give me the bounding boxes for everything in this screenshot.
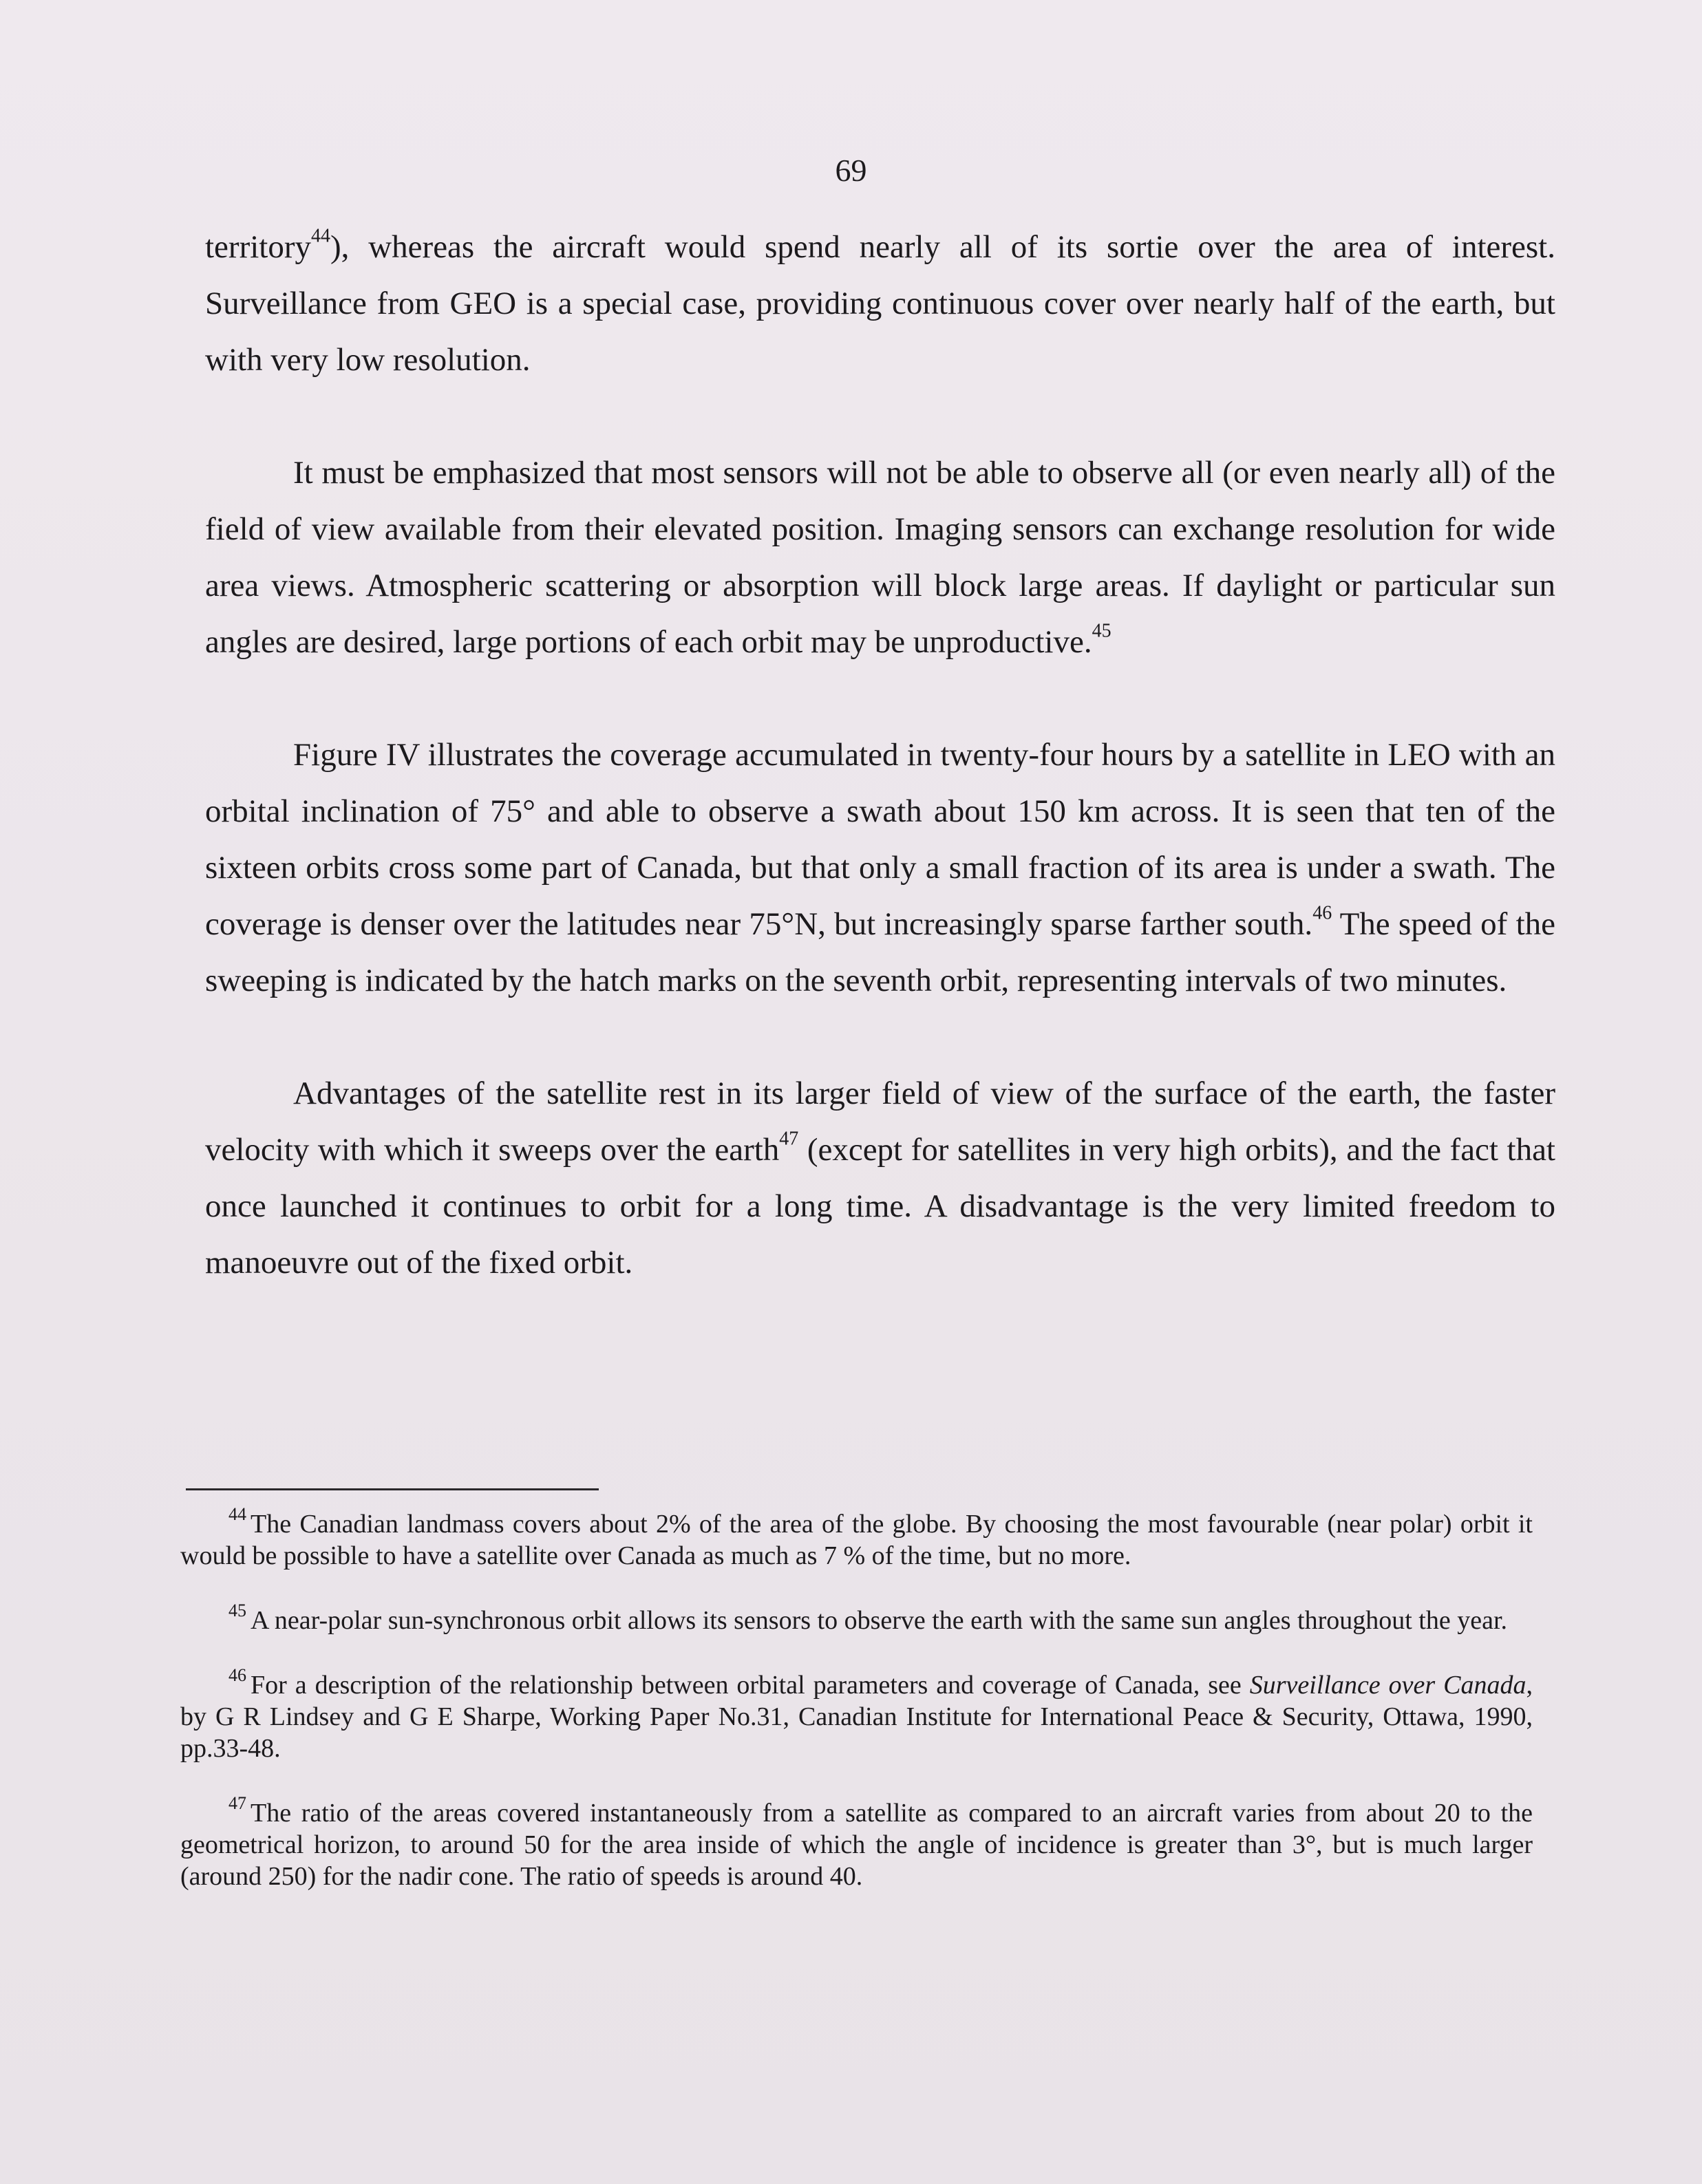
footnote-mark-47: 47 <box>228 1792 246 1813</box>
paragraph-3-text-a: Figure IV illustrates the coverage accumulated in twenty-four hours by a satellite in LEO with an orbital inclination of 75° and able to observe a swath about 150 km across. It is seen that ten of the sixteen orbits cross some part of Canada, but that only a small fraction of its area is under a swath. The coverage is denser over the latitudes near 75°N, but increasingly sparse farther south. <box>205 737 1555 942</box>
footnotes <box>180 1503 1533 1925</box>
footnote-text-45: A near-polar sun-synchronous orbit allows its sensors to observe the earth with the same sun angles throughout the year. <box>251 1606 1508 1635</box>
footnote-44 <box>180 1503 1533 1572</box>
paragraph-1-text-b: ), whereas the aircraft would spend nearly all of its sortie over the area of interest. Surveillance from GEO is a special case, providing continuous cover over nearly half of the earth, but with very low resolution. <box>205 229 1555 378</box>
footnote-text-46-a: For a description of the relationship between orbital parameters and coverage of Canada, see <box>251 1671 1250 1700</box>
footnote-ref-46: 46 <box>1312 902 1332 924</box>
footnote-ref-44: 44 <box>311 225 330 247</box>
paragraph-1-text-a: territory <box>205 229 311 265</box>
paragraph-1 <box>205 219 1555 388</box>
footnote-text-47: The ratio of the areas covered instantaneously from a satellite as compared to an aircraft varies from about 20 to the geometrical horizon, to around 50 for the area inside of which the angle of incidence is greater than 3°, but is much larger (around 250) for the nadir cone. The ratio of speeds is around 40. <box>180 1799 1533 1891</box>
paragraph-4 <box>205 1065 1555 1291</box>
footnote-mark-44: 44 <box>228 1503 246 1524</box>
footnote-text-46-b: , by G R Lindsey and G E Sharpe, Working Paper No.31, Canadian Institute for International Peace & Security, Ottawa, 1990, pp.33-48. <box>180 1671 1533 1763</box>
footnote-46-cited-title: Surveillance over Canada <box>1249 1671 1527 1700</box>
paragraph-4-text-a: Advantages of the satellite rest in its larger field of view of the surface of the earth, the faster velocity with which it sweeps over the earth <box>205 1075 1555 1168</box>
footnote-text-44: The Canadian landmass covers about 2% of the area of the globe. By choosing the most favourable (near polar) orbit it would be possible to have a satellite over Canada as much as 7 % of the time, but no more. <box>180 1510 1533 1570</box>
footnote-47 <box>180 1792 1533 1892</box>
paragraph-2 <box>205 445 1555 670</box>
footnote-46 <box>180 1664 1533 1764</box>
footnote-mark-45: 45 <box>228 1600 246 1620</box>
footnote-divider <box>186 1488 599 1490</box>
paragraph-4-text-b: (except for satellites in very high orbits), and the fact that once launched it continues to orbit for a long time. A disadvantage is the very limited freedom to manoeuvre out of the fixed orbit. <box>205 1132 1555 1281</box>
paragraph-3-text-b: The speed of the sweeping is indicated by the hatch marks on the seventh orbit, representing intervals of two minutes. <box>205 906 1555 998</box>
footnote-45 <box>180 1600 1533 1636</box>
body-text <box>205 219 1555 1291</box>
paragraph-3 <box>205 727 1555 1009</box>
paragraph-2-text-a: It must be emphasized that most sensors will not be able to observe all (or even nearly all) of the field of view available from their elevated position. Imaging sensors can exchange resolution for wide area views. Atmospheric scattering or absorption will block large areas. If daylight or particular sun angles are desired, large portions of each orbit may be unproductive. <box>205 455 1555 660</box>
page-number: 69 <box>835 153 867 188</box>
footnote-ref-45: 45 <box>1092 620 1111 642</box>
footnote-ref-47: 47 <box>779 1128 799 1150</box>
footnote-mark-46: 46 <box>228 1664 246 1685</box>
